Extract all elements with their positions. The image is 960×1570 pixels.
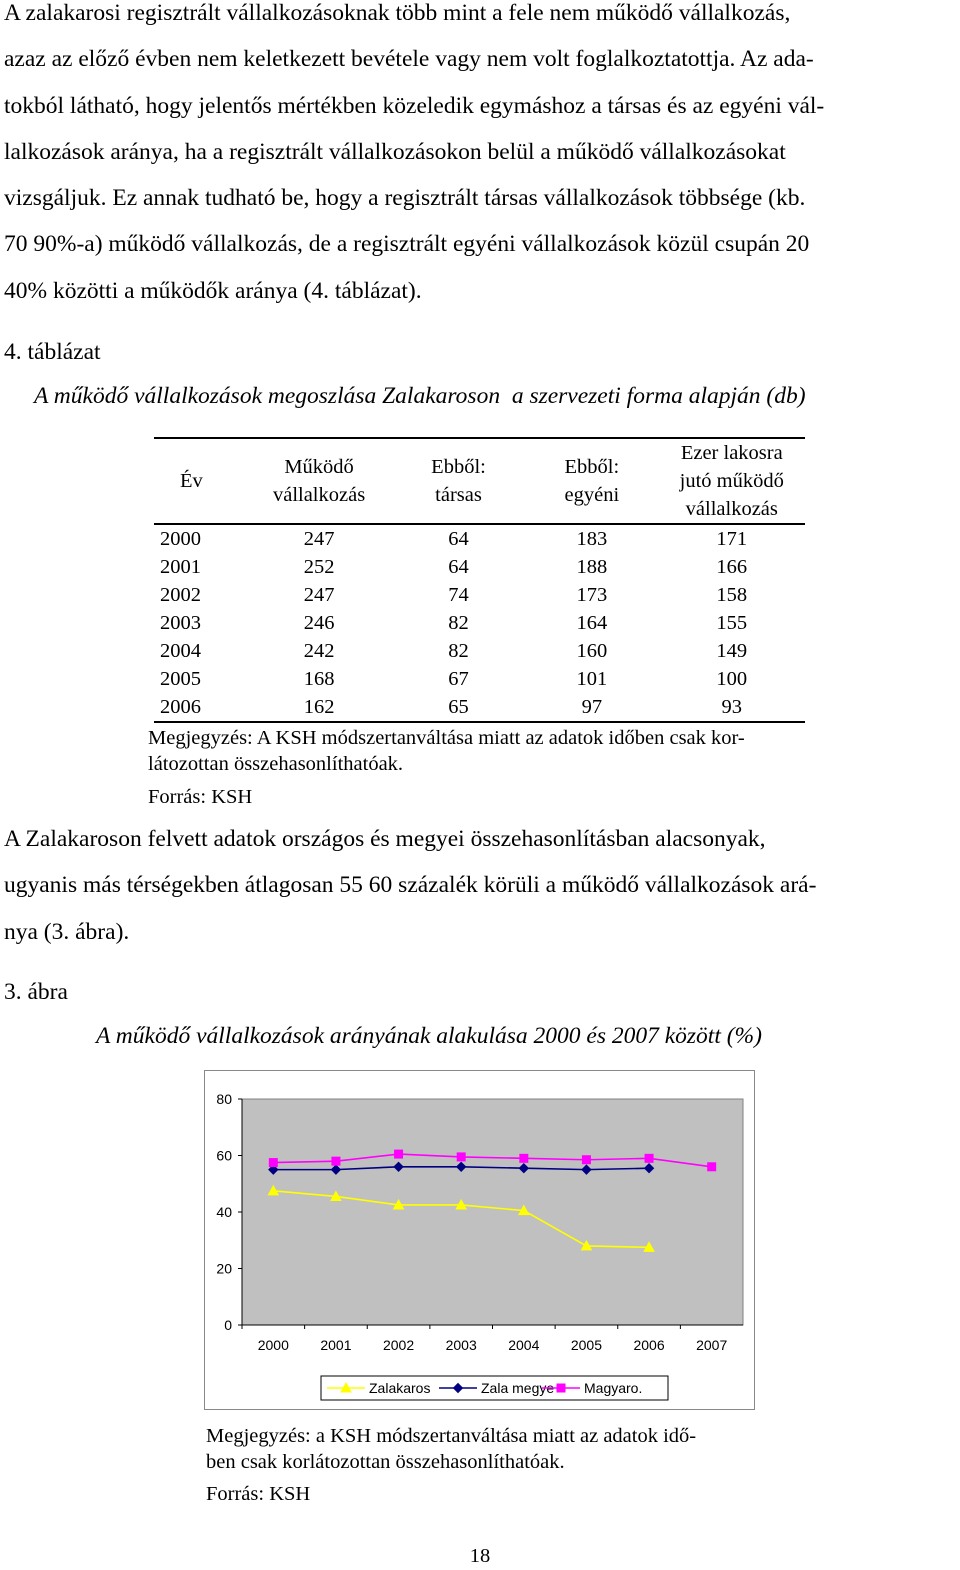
legend-label: Zala megye (481, 1380, 555, 1396)
paragraph-1-line: lalkozások aránya, ha a regisztrált vállalkozásokon belül a működő vállalkozásokat (4, 138, 786, 165)
header-per-thousand: Ezer lakosra jutó működő vállalkozás (659, 438, 805, 524)
table-row: 2006 162 65 97 93 (154, 693, 805, 722)
paragraph-2 (4, 816, 956, 955)
x-tick-label: 2002 (382, 1337, 415, 1353)
figure-label: 3. ábra (4, 979, 68, 1005)
y-tick-label: 20 (216, 1260, 232, 1277)
x-tick-label: 2001 (320, 1337, 352, 1353)
paragraph-1-line: A zalakarosi regisztrált vállalkozásoknak több mint a fele nem működő vállalkozás, (4, 0, 791, 26)
x-tick-label: 2003 (445, 1337, 477, 1353)
legend-label: Zalakaros (369, 1380, 431, 1396)
x-tick-label: 2006 (633, 1337, 665, 1353)
data-point (395, 1150, 403, 1158)
data-point (645, 1154, 653, 1162)
figure-note: Megjegyzés: a KSH módszertanváltása miatt az adatok idő- ben csak korlátozottan összehasonlíthatóak. (206, 1425, 697, 1473)
figure-caption: A működő vállalkozások arányának alakulása 2000 és 2007 között (%) (96, 1023, 762, 1049)
x-tick-label: 2005 (570, 1337, 603, 1353)
header-year: Év (154, 438, 246, 524)
data-point (332, 1157, 340, 1165)
table-label: 4. táblázat (4, 339, 101, 365)
paragraph-1-line: vizsgáljuk. Ez annak tudható be, hogy a regisztrált társas vállalkozások többsége (kb. (4, 185, 806, 212)
paragraph-1 (4, 0, 956, 314)
table-row: 2004 242 82 160 149 (160, 640, 748, 662)
table-row: 2003 246 82 164 155 (160, 612, 748, 634)
y-tick-label: 60 (216, 1147, 232, 1164)
table-header-row (154, 438, 805, 524)
line-chart (204, 1070, 755, 1410)
paragraph-2-line: A Zalakaroson felvett adatok országos és megyei összehasonlításban alacsonyak, (4, 826, 766, 852)
data-point (708, 1163, 716, 1171)
data-point (269, 1159, 277, 1167)
chart-svg (205, 1071, 754, 1409)
y-tick-label: 80 (216, 1091, 232, 1107)
table-source: Forrás: KSH (148, 786, 253, 808)
x-tick-label: 2004 (508, 1337, 540, 1353)
y-tick-label: 0 (224, 1317, 232, 1333)
paragraph-1-line: 70 90%-a) működő vállalkozás, de a regisztrált egyéni vállalkozások közül csupán 20 (4, 231, 810, 258)
table-row: 2005 168 67 101 100 (160, 668, 748, 690)
header-individual: Ebből: egyéni (525, 438, 658, 524)
header-active: Működő vállalkozás (246, 438, 392, 524)
table-row: 2001 252 64 188 166 (160, 556, 748, 578)
x-tick-label: 2007 (696, 1337, 728, 1353)
paragraph-2-line: ugyanis más térségekben átlagosan 55 60 százalék körüli a működő vállalkozások ará- (4, 872, 817, 899)
paragraph-2-line: nya (3. ábra). (4, 918, 130, 945)
table-caption: A működő vállalkozások megoszlása Zalakaroson a szervezeti forma alapján (db) (34, 383, 806, 409)
data-table (154, 437, 805, 723)
legend-marker (557, 1384, 565, 1392)
paragraph-1-line: tokból látható, hogy jelentős mértékben közeledik egymáshoz a társas és az egyéni vál- (4, 92, 825, 119)
data-point (582, 1156, 590, 1164)
paragraph-1-line: 40% közötti a működők aránya (4. táblázat). (4, 277, 422, 304)
header-corporate: Ebből: társas (392, 438, 525, 524)
paragraph-1-line: azaz az előző évben nem keletkezett bevétele vagy nem volt foglalkoztatottja. Az ada- (4, 46, 814, 73)
figure-source: Forrás: KSH (206, 1483, 311, 1505)
table-row: 2000 247 64 183 171 (160, 528, 748, 550)
x-tick-label: 2000 (257, 1337, 289, 1353)
page-number: 18 (469, 1545, 491, 1567)
plot-area (242, 1099, 743, 1325)
table-note: Megjegyzés: A KSH módszertanváltása miatt az adatok időben csak kor- látozottan összehasonlíthatóak. (148, 727, 745, 775)
legend-label: Magyaro. (584, 1380, 643, 1396)
data-point (520, 1154, 528, 1162)
y-tick-label: 40 (216, 1204, 232, 1220)
data-point (457, 1153, 465, 1161)
table-row: 2002 247 74 173 158 (160, 584, 748, 606)
